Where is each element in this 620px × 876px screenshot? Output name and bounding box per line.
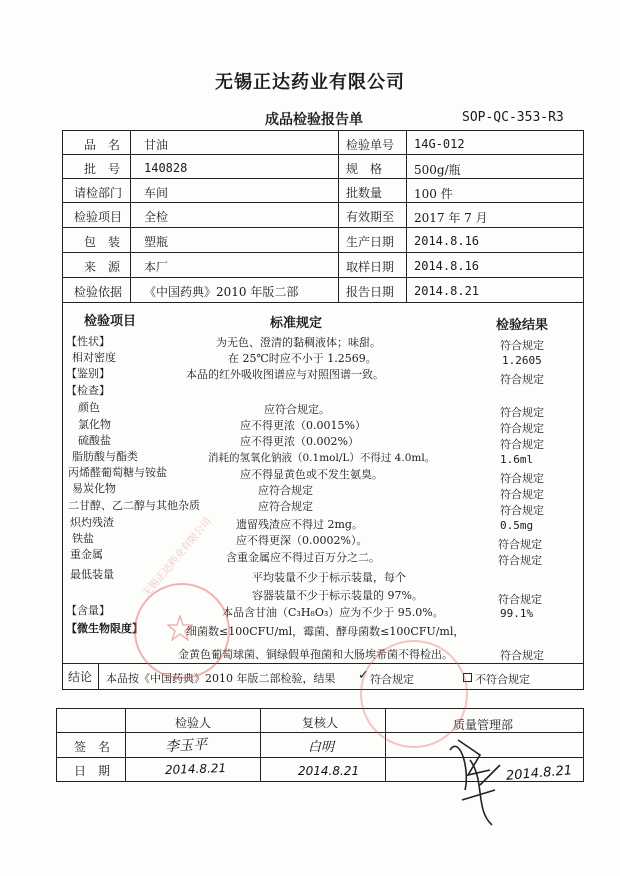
info-value: 甘油 <box>144 138 169 152</box>
info-value: 塑瓶 <box>144 235 169 249</box>
test-standard: 含重金属应不得过百万分之二。 <box>226 551 380 564</box>
test-standard: 在 25℃时应不小于 1.2569。 <box>228 352 377 365</box>
test-standard: 遗留残渣应不得过 2mg。 <box>236 518 363 531</box>
info-value: 本厂 <box>144 260 169 274</box>
info-label: 检验依据 <box>74 285 123 299</box>
sig-header-inspector: 检验人 <box>175 716 212 730</box>
test-standard: 平均装量不少于标示装量，每个 <box>252 571 406 584</box>
test-standard: 本品含甘油（C₃H₈O₃）应为不少于 95.0%。 <box>222 606 444 619</box>
test-standard: 应符合规定 <box>258 500 313 513</box>
stamp-star-icon <box>167 615 193 641</box>
info-label: 规 格 <box>346 162 383 176</box>
info-label: 取样日期 <box>346 260 395 274</box>
sop-code: SOP-QC-353-R3 <box>462 110 564 125</box>
col-header-result: 检验结果 <box>496 318 549 333</box>
inspector-signature: 李玉平 <box>164 736 208 756</box>
test-item: 相对密度 <box>72 351 116 364</box>
test-item: 易炭化物 <box>72 482 116 495</box>
test-standard: 应符合规定。 <box>264 403 330 416</box>
test-item: 【鉴别】 <box>66 367 110 380</box>
sig-header-reviewer: 复核人 <box>302 716 339 730</box>
reviewer-date: 2014.8.21 <box>298 764 360 778</box>
test-result: 符合规定 <box>500 422 544 435</box>
inspector-date: 2014.8.21 <box>164 760 227 778</box>
info-label: 生产日期 <box>346 235 395 249</box>
info-value: 100 件 <box>414 187 453 201</box>
info-label: 品 名 <box>84 138 121 152</box>
test-item: 铁盐 <box>72 532 94 545</box>
test-standard: 金黄色葡萄球菌、铜绿假单孢菌和大肠埃希菌不得检出。 <box>178 648 453 661</box>
test-result: 符合规定 <box>500 406 544 419</box>
test-standard: 容器装量不少于标示装量的 97%。 <box>252 589 423 602</box>
conclusion-text: 本品按《中国药典》2010 年版二部检验，结果 <box>106 672 336 685</box>
test-item: 【含量】 <box>66 604 110 617</box>
sig-header-qa: 质量管理部 <box>453 718 514 732</box>
pass-checkbox[interactable]: ✓ <box>358 668 369 683</box>
conclusion-label: 结论 <box>68 670 93 684</box>
report-title: 成品检验报告单 <box>265 112 363 128</box>
test-item: 【检查】 <box>66 384 110 397</box>
info-value: 车间 <box>144 186 169 200</box>
col-header-item: 检验项目 <box>84 314 137 329</box>
test-standard: 应不得更浓（0.002%） <box>240 435 359 448</box>
test-item: 氯化物 <box>78 418 111 431</box>
info-value: 2014.8.16 <box>414 234 480 248</box>
conclusion-fail-option: 不符合规定 <box>475 673 530 686</box>
test-result: 符合规定 <box>498 593 542 606</box>
test-standard: 应不得更浓（0.0015%） <box>240 419 366 432</box>
test-item: 硫酸盐 <box>78 434 111 447</box>
info-label: 有效期至 <box>346 210 395 224</box>
company-stamp-text: 无锡正达药业有限公司 <box>141 515 214 600</box>
test-item: 丙烯醛葡萄糖与铵盐 <box>68 466 167 479</box>
conclusion-pass-option: 符合规定 <box>370 673 414 686</box>
sig-row-date: 日 期 <box>74 764 111 778</box>
info-label: 报告日期 <box>346 285 395 299</box>
info-value: 14G-012 <box>414 137 465 151</box>
test-result: 符合规定 <box>500 649 544 662</box>
info-label: 批数量 <box>346 186 383 200</box>
test-result: 符合规定 <box>500 373 544 386</box>
reviewer-signature: 白明 <box>308 740 335 755</box>
info-value: 500g/瓶 <box>414 163 461 177</box>
info-label: 检验单号 <box>346 138 395 152</box>
test-standard: 应不得更深（0.0002%）。 <box>236 534 368 547</box>
test-result: 1.2605 <box>502 354 542 367</box>
test-result: 0.5mg <box>500 519 534 532</box>
qa-signature <box>440 730 520 830</box>
test-item: 重金属 <box>70 548 103 561</box>
test-result: 符合规定 <box>500 438 544 451</box>
info-value: 140828 <box>144 161 188 175</box>
test-result: 符合规定 <box>500 488 544 501</box>
test-item: 脂肪酸与酯类 <box>72 450 138 463</box>
test-standard: 应不得显黄色或不发生氨臭。 <box>240 468 383 481</box>
test-result: 符合规定 <box>500 504 544 517</box>
test-standard: 消耗的氢氧化钠液（0.1mol/L）不得过 4.0ml。 <box>208 452 436 464</box>
info-value: 全检 <box>144 210 169 224</box>
info-label: 请检部门 <box>74 186 123 200</box>
test-item: 【微生物限度】 <box>66 622 143 635</box>
info-label: 来 源 <box>84 260 121 274</box>
test-item: 二甘醇、乙二醇与其他杂质 <box>68 499 200 512</box>
sig-row-sign: 签 名 <box>74 740 111 754</box>
test-item: 炽灼残渣 <box>70 516 114 529</box>
info-label: 检验项目 <box>74 210 123 224</box>
test-item: 最低装量 <box>70 568 114 581</box>
test-result: 99.1% <box>500 607 534 620</box>
col-header-standard: 标准规定 <box>270 316 323 331</box>
test-result: 符合规定 <box>500 472 544 485</box>
test-result: 符合规定 <box>498 538 542 551</box>
info-value: 2017 年 7 月 <box>414 211 488 225</box>
qa-stamp <box>360 640 468 748</box>
test-standard: 应符合规定 <box>258 484 313 497</box>
test-result: 符合规定 <box>498 554 542 567</box>
test-standard: 细菌数≤100CFU/ml，霉菌、酵母菌数≤100CFU/ml， <box>186 625 465 638</box>
test-item: 颜色 <box>78 401 100 414</box>
info-value: 2014.8.21 <box>414 284 480 298</box>
test-item: 【性状】 <box>66 335 110 348</box>
qa-date: 2014.8.21 <box>505 763 573 784</box>
info-value: 《中国药典》2010 年版二部 <box>144 285 299 299</box>
info-label: 包 装 <box>84 235 121 249</box>
info-label: 批 号 <box>84 162 121 176</box>
test-standard: 本品的红外吸收图谱应与对照图谱一致。 <box>186 368 384 381</box>
test-standard: 为无色、澄清的黏稠液体；味甜。 <box>216 336 381 349</box>
test-result: 符合规定 <box>500 339 544 352</box>
info-value: 2014.8.16 <box>414 259 480 273</box>
company-name: 无锡正达药业有限公司 <box>215 72 405 93</box>
test-result: 1.6ml <box>500 453 534 466</box>
